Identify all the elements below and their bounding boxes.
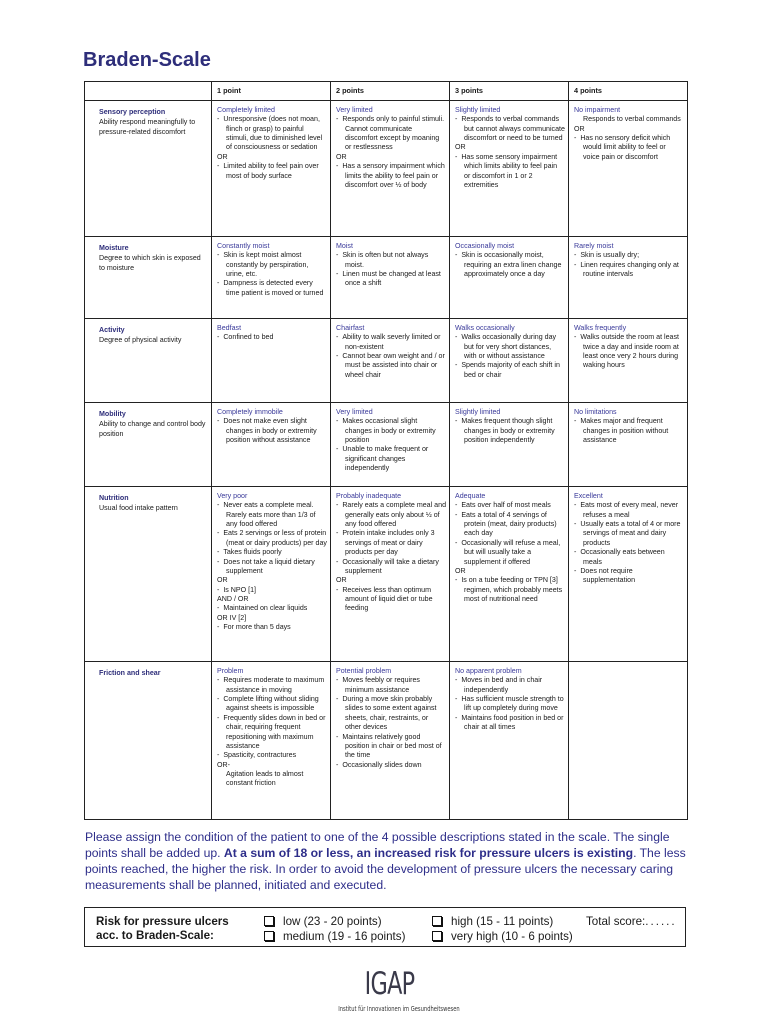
bullet-dash: - <box>574 548 581 557</box>
level-connector: AND / OR <box>217 594 249 603</box>
bullet-text: Eats a total of 4 servings of protein (meat, dairy products) each day <box>461 510 557 538</box>
level-cell <box>569 662 688 820</box>
bullet-dash: - <box>455 251 462 260</box>
level-bullet-item <box>455 501 565 510</box>
level-bullet-item <box>574 417 684 445</box>
bullet-dash: - <box>455 333 462 342</box>
bullet-text: Makes frequent though slight changes in body or extremity position independently <box>461 417 555 445</box>
level-cell <box>212 319 331 403</box>
level-bullet-item <box>336 445 446 473</box>
bullet-dash: - <box>455 676 462 685</box>
level-bullet-item <box>336 586 446 614</box>
instructions-part2: . The less points reached, the higher the risk. In order to avoid the development of pressure ulcers the necessary caring measurements shall be planned, initiated and executed. <box>85 846 686 893</box>
level-title: No limitations <box>574 408 617 416</box>
total-score <box>586 915 677 928</box>
criterion-name: Sensory perception <box>99 108 166 116</box>
level-title: Completely immobile <box>217 408 283 416</box>
bullet-text: Frequently slides down in bed or chair, requiring frequent repositioning with maximum assistance <box>223 713 326 750</box>
level-bullet-item <box>336 162 446 190</box>
checkbox-icon[interactable] <box>432 931 442 941</box>
instructions-part1: Please assign the condition of the patient to one of the 4 possible descriptions stated in the scale. The single points shall be added up. <box>85 830 670 861</box>
bullet-text: Maintains food position in bed or chair at all times <box>461 713 564 732</box>
level-title: Walks frequently <box>574 324 627 332</box>
bullet-text: Unable to make frequent or significant changes independently <box>342 445 429 473</box>
bullet-dash: - <box>336 352 343 361</box>
level-title: Bedfast <box>217 324 242 332</box>
bullet-text: Spasticity, contractures <box>223 751 297 760</box>
bullet-text: Has sufficient muscle strength to lift up completely during move <box>461 695 564 713</box>
bullet-text: Walks occasionally during day but for very short distances, with or without assistance <box>461 333 557 361</box>
bullet-text: Moves in bed and in chair independently <box>461 676 543 694</box>
criterion-name: Activity <box>99 326 125 334</box>
bullet-dash: - <box>574 417 581 426</box>
level-bullet-item <box>336 333 446 352</box>
bullet-dash: - <box>455 695 462 704</box>
bullet-dash: - <box>455 115 462 124</box>
bullet-text: During a move skin probably slides to some extent against sheets, chair, restraints, or other devices <box>342 695 437 732</box>
bullet-text: Takes fluids poorly <box>223 548 282 557</box>
level-cell <box>212 662 331 820</box>
level-cell <box>450 237 569 319</box>
bullet-dash: - <box>336 251 343 260</box>
level-bullet-item <box>574 520 684 548</box>
bullet-dash: - <box>336 445 343 454</box>
risk-label-line2: acc. to Braden-Scale: <box>96 929 214 943</box>
level-bullet-item <box>455 676 565 695</box>
level-bullet-item <box>336 695 446 732</box>
bullet-text: Eats 2 servings or less of protein (meat or dairy products) per day <box>223 529 327 547</box>
level-title: Moist <box>336 242 353 250</box>
bullet-dash: - <box>336 417 343 426</box>
level-bullet-item <box>217 751 327 760</box>
criterion-row <box>85 237 688 319</box>
risk-summary-box <box>84 907 686 947</box>
level-cell <box>569 319 688 403</box>
level-bullet-item <box>217 251 327 279</box>
bullet-dash: - <box>336 585 343 594</box>
level-bullet-item <box>574 567 684 586</box>
level-cell <box>331 319 450 403</box>
level-bullet-item <box>336 558 446 577</box>
level-connector: OR- <box>217 760 231 769</box>
criterion-row <box>85 319 688 403</box>
level-bullet-item <box>455 153 565 190</box>
bullet-dash: - <box>455 576 462 585</box>
criterion-description: Degree to which skin is exposed to moisture <box>99 254 201 272</box>
bullet-dash: - <box>574 251 581 260</box>
checkbox-icon[interactable] <box>264 931 274 941</box>
header-4-points: 4 points <box>569 82 688 101</box>
table-body <box>85 101 688 820</box>
bullet-dash: - <box>217 676 224 685</box>
bullet-dash: - <box>336 115 343 124</box>
bullet-text: Protein intake includes only 3 servings of meat or dairy products per day <box>342 529 435 557</box>
header-2-points: 2 points <box>331 82 450 101</box>
level-bullet-item <box>574 333 684 370</box>
level-title: Problem <box>217 667 244 675</box>
bullet-dash: - <box>336 529 343 538</box>
criterion-row <box>85 662 688 820</box>
bullet-dash: - <box>217 695 224 704</box>
bullet-text: Is NPO [1] <box>223 585 257 594</box>
bullet-dash: - <box>336 333 343 342</box>
level-cell <box>212 487 331 662</box>
risk-option-low[interactable] <box>264 915 382 928</box>
level-text: Agitation leads to almost constant friction <box>226 769 304 788</box>
braden-scale-table <box>84 81 688 820</box>
bullet-text: Spends majority of each shift in bed or chair <box>461 361 560 379</box>
level-bullet-item <box>574 134 684 162</box>
level-title: Completely limited <box>217 106 275 114</box>
level-cell <box>450 487 569 662</box>
bullet-dash: - <box>336 760 343 769</box>
total-score-field[interactable]: ...... <box>645 915 677 928</box>
level-bullet-item <box>574 251 684 260</box>
bullet-text: Makes major and frequent changes in position without assistance <box>580 417 669 445</box>
risk-option-medium[interactable] <box>264 930 405 943</box>
level-bullet-item <box>217 695 327 714</box>
bullet-dash: - <box>217 115 224 124</box>
bullet-text: Does not make even slight changes in body or extremity position without assistance <box>223 417 317 445</box>
bullet-dash: - <box>336 676 343 685</box>
level-bullet-item <box>455 115 565 143</box>
level-title: No apparent problem <box>455 667 522 675</box>
level-title: Occasionally moist <box>455 242 515 250</box>
level-bullet-item <box>217 115 327 152</box>
level-bullet-item <box>336 352 446 380</box>
logo-subtitle: Institut für Innovationen im Gesundheitswesen <box>338 1005 460 1013</box>
bullet-text: Limited ability to feel pain over most of body surface <box>223 162 319 180</box>
risk-label <box>96 915 229 944</box>
bullet-text: Occasionally will refuse a meal, but will usually take a supplement if offered <box>461 538 561 566</box>
header-1-point: 1 point <box>212 82 331 101</box>
header-row <box>85 82 688 101</box>
level-title: Slightly limited <box>455 106 501 114</box>
bullet-dash: - <box>336 695 343 704</box>
level-cell <box>450 403 569 487</box>
bullet-dash: - <box>217 417 224 426</box>
logo-wordmark: IGAP <box>365 966 415 1002</box>
bullet-dash: - <box>217 604 224 613</box>
bullet-dash: - <box>574 333 581 342</box>
bullet-text: Skin is kept moist almost constantly by perspiration, urine, etc. <box>223 251 309 279</box>
level-connector: OR <box>217 576 228 585</box>
level-bullet-item <box>455 695 565 714</box>
level-title: Very limited <box>336 408 373 416</box>
bullet-dash: - <box>217 162 224 171</box>
bullet-text: Is on a tube feeding or TPN [3] regimen, which probably meets most of nutritional need <box>461 576 563 603</box>
bullet-dash: - <box>217 251 224 260</box>
bullet-text: Occasionally eats between meals <box>580 548 665 566</box>
level-connector: OR <box>336 152 347 161</box>
bullet-text: Rarely eats a complete meal and generally eats only about ½ of any food offered <box>342 501 447 529</box>
level-bullet-item <box>217 604 327 613</box>
bullet-dash: - <box>217 623 224 632</box>
criterion-cell <box>85 487 212 662</box>
level-connector: OR <box>336 576 347 585</box>
bullet-dash: - <box>574 566 581 575</box>
criterion-description: Degree of physical activity <box>99 336 182 345</box>
bullet-dash: - <box>574 260 581 269</box>
level-bullet-item <box>336 733 446 761</box>
bullet-text: Eats over half of most meals <box>461 501 551 510</box>
checkbox-icon[interactable] <box>432 916 442 926</box>
criterion-row <box>85 487 688 662</box>
risk-option-low-label: low (23 - 20 points) <box>283 915 382 928</box>
level-bullet-item <box>574 501 684 520</box>
level-bullet-item <box>336 501 446 529</box>
level-cell <box>331 487 450 662</box>
bullet-text: Maintains relatively good position in chair or bed most of the time <box>342 732 442 760</box>
level-title: Excellent <box>574 492 603 500</box>
criterion-name: Mobility <box>99 410 126 418</box>
risk-option-very-high-label: very high (10 - 6 points) <box>451 930 573 943</box>
level-bullet-item <box>217 558 327 577</box>
bullet-text: Has a sensory impairment which limits the ability to feel pain or discomfort over ½ of body <box>342 162 445 189</box>
level-bullet-item <box>455 539 565 567</box>
level-bullet-item <box>217 548 327 557</box>
level-cell <box>331 662 450 820</box>
bullet-dash: - <box>217 279 224 288</box>
bullet-dash: - <box>336 501 343 510</box>
level-cell <box>450 662 569 820</box>
bullet-text: Complete lifting without sliding against sheets is impossible <box>223 695 319 713</box>
bullet-text: Linen requires changing only at routine intervals <box>580 260 679 279</box>
level-bullet-item <box>217 676 327 695</box>
bullet-dash: - <box>574 134 581 143</box>
bullet-dash: - <box>455 713 462 722</box>
level-title: Rarely moist <box>574 242 614 250</box>
level-cell <box>569 487 688 662</box>
risk-option-very-high[interactable] <box>432 930 573 943</box>
risk-label-line1: Risk for pressure ulcers <box>96 915 229 928</box>
level-connector: OR <box>455 143 466 152</box>
level-title: Adequate <box>455 492 486 500</box>
bullet-text: Cannot bear own weight and / or must be assisted into chair or wheel chair <box>342 352 445 379</box>
bullet-text: Has no sensory deficit which would limit ability to feel or voice pain or discomfort <box>580 134 671 161</box>
level-title: Slightly limited <box>455 408 501 416</box>
risk-option-medium-label: medium (19 - 16 points) <box>283 930 406 943</box>
level-cell <box>212 237 331 319</box>
level-cell <box>569 101 688 237</box>
level-title: Very limited <box>336 106 373 114</box>
bullet-text: Usually eats a total of 4 or more servings of meat and dairy products <box>580 520 681 547</box>
criterion-cell <box>85 101 212 237</box>
level-title: Probably inadequate <box>336 492 402 500</box>
level-title: No impairment <box>574 106 621 114</box>
bullet-text: Ability to walk severly limited or non-existent <box>342 333 441 351</box>
total-score-label: Total score: <box>586 915 646 928</box>
bullet-text: Requires moderate to maximum assistance in moving <box>223 676 325 694</box>
bullet-text: Skin is usually dry; <box>580 251 640 260</box>
bullet-text: Unresponsive (does not moan, flinch or grasp) to painful stimuli, due to diminished level of consciousness or sedation <box>223 115 323 152</box>
level-bullet-item <box>217 623 327 632</box>
bullet-text: For more than 5 days <box>223 623 291 632</box>
level-bullet-item <box>336 529 446 557</box>
bullet-text: Walks outside the room at least twice a day and inside room at least once very 2 hours during waking hours <box>580 333 680 370</box>
level-bullet-item <box>455 511 565 539</box>
bullet-dash: - <box>336 270 343 279</box>
level-bullet-item <box>336 761 446 770</box>
bullet-dash: - <box>336 162 343 171</box>
level-bullet-item <box>574 548 684 567</box>
level-bullet-item <box>336 676 446 695</box>
checkbox-icon[interactable] <box>264 916 274 926</box>
level-connector: OR <box>217 152 228 161</box>
bullet-text: Responds to verbal commands but cannot always communicate discomfort or need to be turned <box>461 115 565 143</box>
page-title: Braden-Scale <box>83 49 211 71</box>
bullet-text: Occasionally will take a dietary supplement <box>342 557 439 575</box>
bullet-dash: - <box>217 751 224 760</box>
bullet-text: Occasionally slides down <box>342 760 422 769</box>
level-bullet-item <box>217 586 327 595</box>
bullet-text: Does not take a liquid dietary supplement <box>223 557 315 575</box>
header-corner <box>85 82 212 101</box>
risk-option-high[interactable] <box>432 915 553 928</box>
bullet-dash: - <box>455 501 462 510</box>
level-connector: OR <box>455 566 466 575</box>
bullet-text: Responds only to painful stimuli. Cannot communicate discomfort except by moaning or restlessness <box>342 115 445 152</box>
bullet-text: Does not require supplementation <box>580 566 636 585</box>
bullet-text: Dampness is detected every time patient is moved or turned <box>223 279 324 297</box>
criterion-cell <box>85 237 212 319</box>
level-cell <box>331 403 450 487</box>
level-bullet-item <box>217 714 327 751</box>
bullet-text: Linen must be changed at least once a shift <box>342 270 441 288</box>
bullet-text: Never eats a complete meal. Rarely eats more than 1/3 of any food offered <box>223 501 316 529</box>
level-bullet-item <box>455 417 565 445</box>
bullet-dash: - <box>574 501 581 510</box>
level-title: Chairfast <box>336 324 365 332</box>
level-cell <box>212 101 331 237</box>
level-bullet-item <box>217 417 327 445</box>
bullet-dash: - <box>217 333 224 342</box>
bullet-dash: - <box>217 548 224 557</box>
level-title: Potential problem <box>336 667 392 675</box>
instructions-bold: At a sum of 18 or less, an increased risk for pressure ulcers is existing <box>223 846 634 861</box>
bullet-text: Has some sensory impairment which limits ability to feel pain or discomfort in 1 or 2 extremities <box>461 152 558 189</box>
bullet-text: Eats most of every meal, never refuses a meal <box>580 501 679 519</box>
level-connector: OR IV [2] <box>217 613 247 622</box>
bullet-dash: - <box>217 501 224 510</box>
criterion-name: Moisture <box>99 244 129 252</box>
level-bullet-item <box>455 714 565 733</box>
bullet-text: Skin is occasionally moist, requiring an extra linen change approximately once a day <box>461 251 562 279</box>
level-bullet-item <box>336 115 446 152</box>
level-cell <box>569 237 688 319</box>
bullet-dash: - <box>336 732 343 741</box>
level-text: Responds to verbal commands <box>583 115 681 124</box>
level-cell <box>450 101 569 237</box>
level-cell <box>569 403 688 487</box>
level-cell <box>331 237 450 319</box>
bullet-text: Moves feebly or requires minimum assistance <box>342 676 420 694</box>
level-bullet-item <box>217 529 327 548</box>
level-bullet-item <box>217 279 327 298</box>
level-title: Constantly moist <box>217 242 270 250</box>
level-bullet-item <box>336 270 446 289</box>
bullet-text: Confined to bed <box>223 333 274 342</box>
bullet-dash: - <box>217 557 224 566</box>
level-bullet-item <box>336 251 446 270</box>
level-title: Very poor <box>217 492 248 500</box>
criterion-description: Ability to change and control body position <box>99 420 206 438</box>
level-cell <box>331 101 450 237</box>
criterion-row <box>85 403 688 487</box>
level-cell <box>450 319 569 403</box>
level-title: Walks occasionally <box>455 324 515 332</box>
level-connector: OR <box>574 124 585 133</box>
bullet-dash: - <box>455 361 462 370</box>
bullet-dash: - <box>455 538 462 547</box>
criterion-description: Usual food intake pattern <box>99 504 178 513</box>
level-bullet-item <box>455 361 565 380</box>
bullet-text: Receives less than optimum amount of liquid diet or tube feeding <box>342 585 433 613</box>
bullet-dash: - <box>217 529 224 538</box>
level-bullet-item <box>217 501 327 529</box>
level-bullet-item <box>455 251 565 279</box>
level-bullet-item <box>574 261 684 280</box>
bullet-text: Makes occasional slight changes in body or extremity position <box>342 417 436 445</box>
bullet-dash: - <box>455 417 462 426</box>
level-bullet-item <box>455 576 565 604</box>
level-cell <box>212 403 331 487</box>
level-bullet-item <box>336 417 446 445</box>
bullet-text: Skin is often but not always moist. <box>342 251 429 269</box>
level-bullet-item <box>455 333 565 361</box>
bullet-dash: - <box>217 713 224 722</box>
criterion-cell <box>85 662 212 820</box>
criterion-description: Ability respond meaningfully to pressure-related discomfort <box>99 118 196 136</box>
bullet-text: Maintained on clear liquids <box>223 604 308 613</box>
bullet-dash: - <box>217 585 224 594</box>
risk-option-high-label: high (15 - 11 points) <box>451 915 554 928</box>
instructions-text <box>85 829 705 893</box>
bullet-dash: - <box>574 520 581 529</box>
bullet-dash: - <box>455 152 462 161</box>
criterion-name: Friction and shear <box>99 669 161 677</box>
level-bullet-item <box>217 333 327 342</box>
criterion-name: Nutrition <box>99 494 129 502</box>
criterion-cell <box>85 403 212 487</box>
header-3-points: 3 points <box>450 82 569 101</box>
criterion-cell <box>85 319 212 403</box>
igap-logo <box>320 966 460 1013</box>
criterion-row <box>85 101 688 237</box>
bullet-dash: - <box>336 557 343 566</box>
level-bullet-item <box>217 162 327 181</box>
bullet-dash: - <box>455 510 462 519</box>
